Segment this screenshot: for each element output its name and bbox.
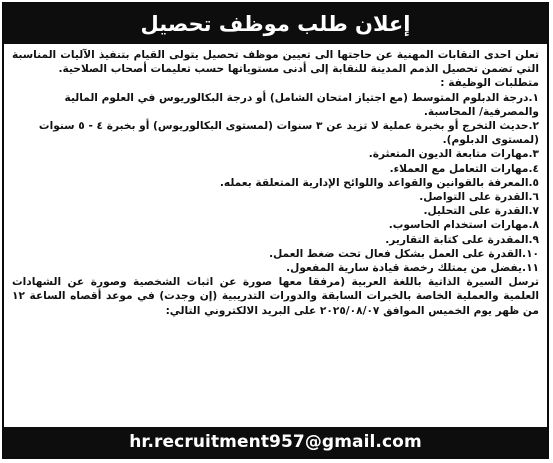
intro-paragraph: تعلن احدى النقابات المهنية عن حاجتها الى تعيين موظف تحصيل يتولى القيام بتنفيذ الآليات المناسبة التي تضمن تحصيل الذمم المدينة للنقابة إلى أدنى مستوياتها حسب تعليمات أصحاب الصلاحية. [12,49,539,76]
requirements-list [12,91,539,276]
requirement-item [12,119,539,147]
requirement-item [12,218,539,232]
requirement-text: حديث التخرج أو بخبرة عملية لا تزيد عن ٣ سنوات (لمستوى البكالوريوس) أو بخبرة ٤ - ٥ سنوات (لمستوى الدبلوم). [38,120,539,147]
requirement-text: مهارات التعامل مع العملاء. [389,162,529,175]
job-advertisement [2,2,549,459]
closing-paragraph: ترسل السيرة الذاتية باللغة العربية (مرفقا معها صورة عن اثبات الشخصية وصورة عن الشهادات العلمية والعملية الخاصة بالخبرات السابقة والدورات التدريبية (إن وجدت) في موعد أقصاه الساعة ١٢ من ظهر يوم الخميس الموافق ٢٠٢٥/٠٨/٠٧ على البريد الالكتروني التالي: [12,276,539,317]
requirement-text: القدرة على التحليل. [423,205,529,218]
requirement-text: مهارات متابعة الديون المتعثرة. [368,148,529,161]
requirement-item [12,233,539,247]
requirement-item [12,204,539,218]
requirement-number: ٥. [528,176,539,189]
header-bar [4,4,547,44]
requirement-item [12,261,539,275]
requirement-item [12,247,539,261]
requirement-number: ١. [528,91,539,104]
requirement-text: مهارات استخدام الحاسوب. [388,219,529,232]
requirement-number: ٦. [528,191,539,204]
requirement-text: القدرة على التواصل. [419,191,529,204]
requirement-number: ٩. [528,233,539,246]
requirement-number: ١١. [522,262,539,275]
footer-bar [4,427,547,457]
requirement-number: ٨. [528,219,539,232]
ad-body [12,48,539,423]
requirement-item [12,91,539,119]
requirement-text: درجة الدبلوم المتوسط (مع اجتياز امتحان الشامل) أو درجة البكالوريوس في العلوم المالية والمصرفية/ المحاسبة. [64,91,539,118]
contact-email[interactable]: hr.recruitment957@gmail.com [129,432,422,452]
ad-title: إعلان طلب موظف تحصيل [140,11,411,36]
requirement-text: القدرة على العمل بشكل فعال تحت ضغط العمل. [269,247,523,260]
requirement-number: ٣. [528,148,539,161]
requirement-text: المقدرة على كتابة التقارير. [385,233,529,246]
requirement-item [12,176,539,190]
requirement-number: ٧. [528,205,539,218]
requirement-number: ٢. [528,120,539,133]
requirement-item [12,147,539,161]
requirement-number: ٤. [528,162,539,175]
requirements-heading: متطلبات الوظيفة : [440,77,539,90]
requirement-item [12,162,539,176]
requirement-item [12,190,539,204]
requirement-number: ١٠. [522,247,539,260]
requirement-text: المعرفة بالقوانين والقواعد واللوائح الإدارية المتعلقة بعمله. [219,176,529,189]
requirement-text: يفضل من يمتلك رخصة قيادة سارية المفعول. [286,262,523,275]
